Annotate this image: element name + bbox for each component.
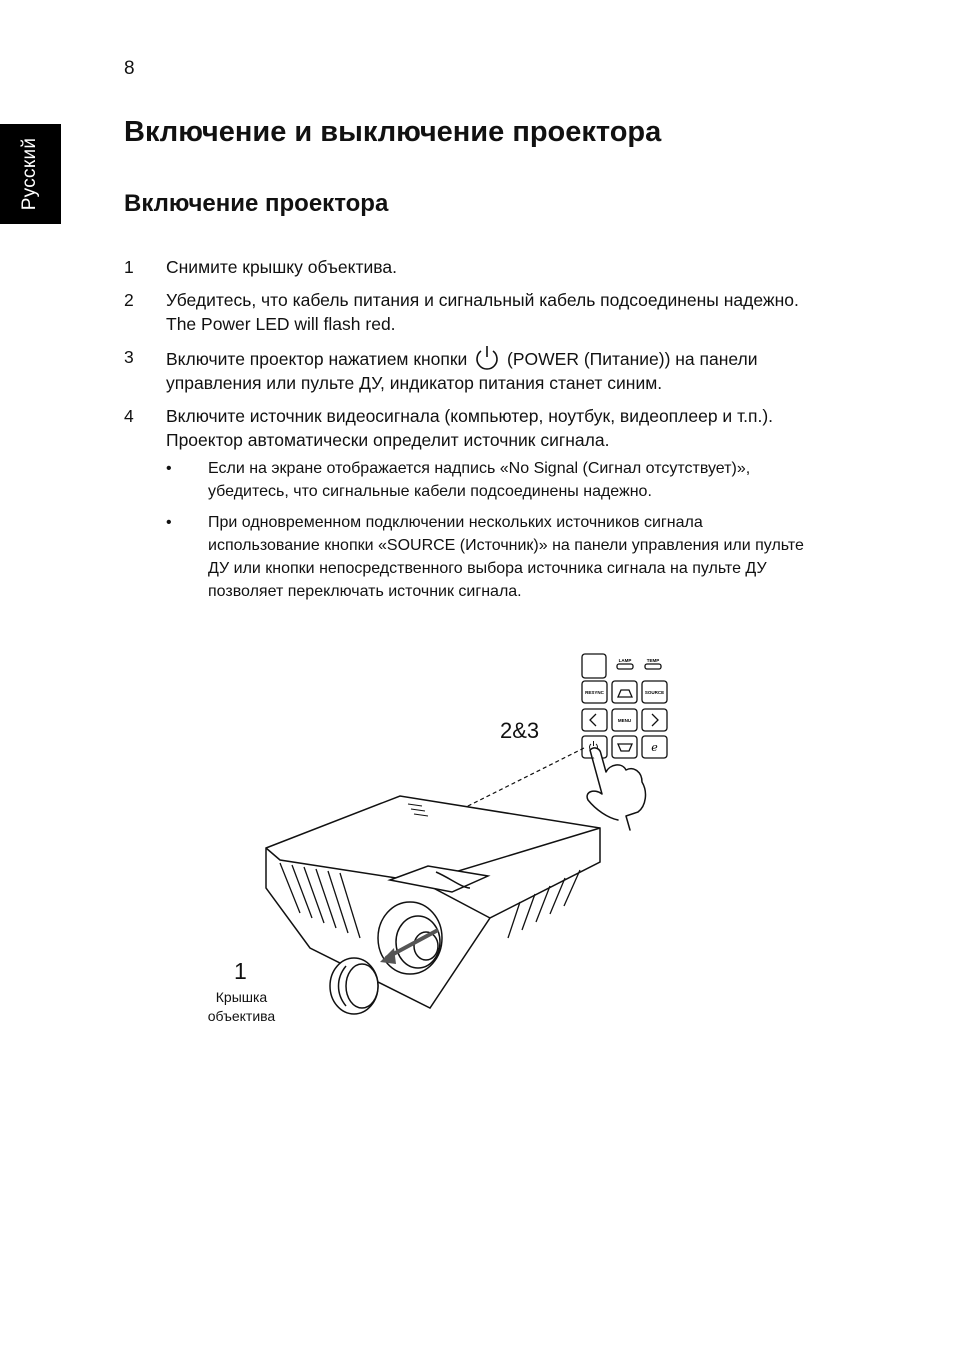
bullet-text: Если на экране отображается надпись «No Signal (Сигнал отсутствует)», убедитесь, что сигнальные кабели подсоединены надежно.	[208, 460, 751, 500]
bullet-text: При одновременном подключении нескольких источников сигнала использование кнопки «SOURCE (Источник)» на панели управления или пульте ДУ или кнопки непосредственного выбора источника сигнала на пульте ДУ позволяет переключать источник сигнала.	[208, 514, 804, 600]
resync-label: RESYNC	[585, 690, 604, 695]
section-title: Включение проектора	[124, 190, 389, 217]
bullet-mark: •	[166, 514, 172, 531]
language-tab-label: Русский	[19, 137, 40, 211]
lamp-label: LAMP	[618, 658, 632, 663]
step-1	[124, 255, 814, 279]
steps-list	[124, 255, 814, 612]
bullet-item	[166, 457, 814, 503]
power-icon	[472, 345, 502, 371]
step-text: Включите источник видеосигнала (компьютер, ноутбук, видеоплеер и т.п.). Проектор автоматически определит источник сигнала.	[166, 406, 774, 450]
step-number: 2	[124, 290, 134, 310]
source-label: SOURCE	[644, 690, 665, 695]
step-4	[124, 404, 814, 603]
step-number: 3	[124, 347, 134, 367]
callout-2-and-3: 2&3	[500, 718, 540, 743]
lens-cap-caption: Крышка объектива	[207, 989, 276, 1024]
step-3	[124, 345, 814, 395]
lens-cap-icon	[330, 958, 378, 1014]
step-2	[124, 288, 814, 336]
keystone-up-key	[612, 681, 637, 703]
step-text-after: (POWER (Питание)) на панели управления или пульте ДУ, индикатор питания станет синим.	[166, 349, 758, 393]
bullet-list	[166, 457, 814, 603]
lamp-led	[617, 664, 633, 669]
right-key	[642, 709, 667, 731]
panel-blank-key	[582, 654, 606, 678]
e-key-label: e	[651, 741, 658, 754]
menu-label: MENU	[617, 718, 632, 723]
language-tab	[0, 124, 61, 224]
page-number: 8	[124, 58, 135, 79]
bullet-item	[166, 511, 814, 603]
bullet-mark: •	[166, 460, 172, 477]
hand-icon	[587, 748, 645, 830]
step-number: 1	[124, 257, 134, 277]
step-number: 4	[124, 406, 134, 426]
temp-label: TEMP	[646, 658, 660, 663]
page-title: Включение и выключение проектора	[124, 116, 662, 148]
step-text-before: Включите проектор нажатием кнопки	[166, 349, 468, 369]
projector-drawing	[190, 648, 690, 1038]
left-key	[582, 709, 607, 731]
step-text: Снимите крышку объектива.	[166, 257, 397, 277]
temp-led	[645, 664, 661, 669]
keystone-down-key	[612, 736, 637, 758]
step-text: Убедитесь, что кабель питания и сигнальный кабель подсоединены надежно. The Power LED will flash red.	[166, 290, 799, 334]
projector-illustration	[190, 648, 690, 1038]
callout-1: 1	[234, 958, 247, 984]
